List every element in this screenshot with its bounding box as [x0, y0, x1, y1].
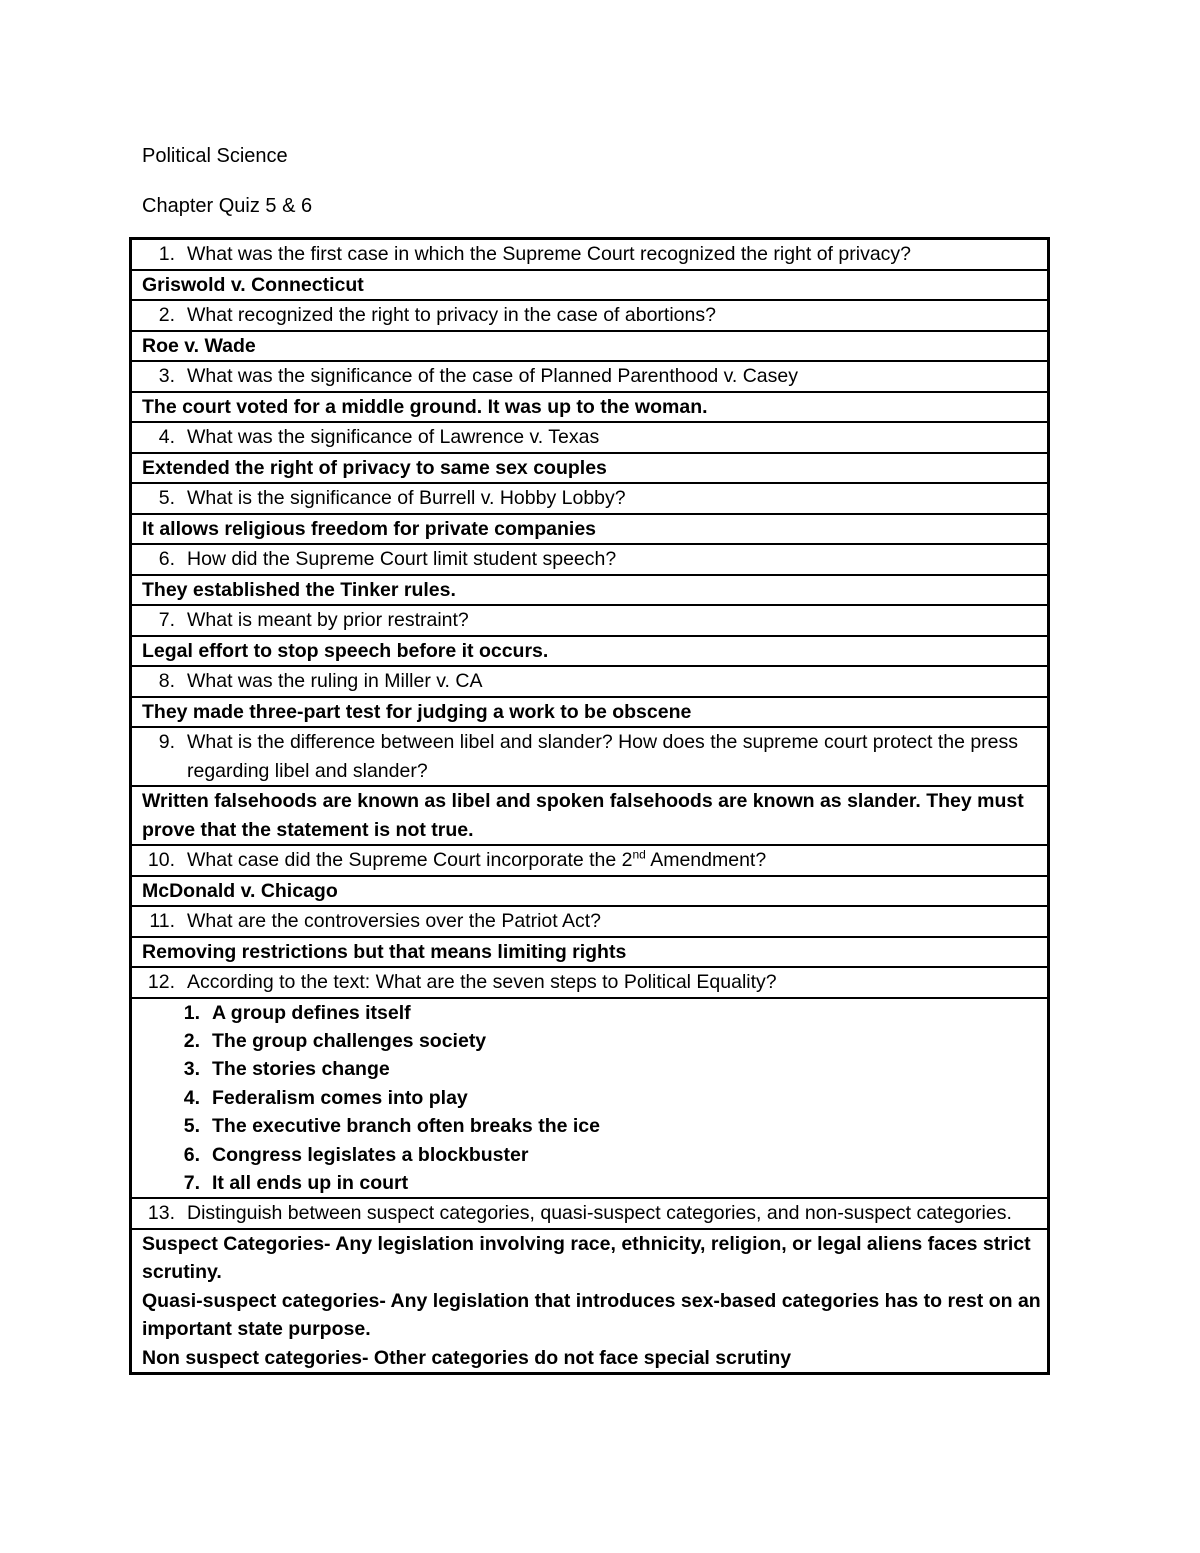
question-number: 11. [149, 910, 175, 932]
step-text: The executive branch often breaks the ice [212, 1115, 600, 1138]
answer-row-11 [131, 937, 1049, 968]
question-number: 7. [158, 609, 175, 631]
question-text: How did the Supreme Court limit student speech? [187, 548, 617, 570]
answer-line: Suspect Categories- Any legislation involving race, ethnicity, religion, or legal aliens faces strict scrutiny. [142, 1232, 1031, 1284]
question-number: 4. [158, 426, 175, 448]
step-item [142, 1027, 1041, 1055]
answer-text: They made three-part test for judging a work to be obscene [131, 697, 1049, 728]
answer-line: Non suspect categories- Other categories do not face special scrutiny [142, 1346, 792, 1369]
answer-row-6 [131, 575, 1049, 606]
question-number: 13. [147, 1202, 175, 1225]
step-item [142, 1141, 1041, 1169]
answer-line: Quasi-suspect categories- Any legislation that introduces sex-based categories has to rest on an important state purpose. [142, 1289, 1041, 1341]
question-text: Distinguish between suspect categories, quasi-suspect categories, and non-suspect categories. [187, 1202, 1012, 1225]
question-row-7 [131, 605, 1049, 636]
question-row-9 [131, 727, 1049, 786]
step-number: 2. [183, 1029, 200, 1052]
question-row-10 [131, 845, 1049, 876]
step-number: 6. [183, 1143, 200, 1166]
answer-cell [131, 1229, 1049, 1374]
answer-row-7 [131, 636, 1049, 667]
question-row-4 [131, 422, 1049, 453]
question-text-part: What case did the Supreme Court incorporate the 2 [187, 849, 633, 871]
ordinal-suffix: nd [632, 847, 646, 862]
answer-row-8 [131, 697, 1049, 728]
question-number: 12. [147, 971, 175, 993]
question-text: What are the controversies over the Patriot Act? [187, 910, 602, 932]
answer-row-9 [131, 786, 1049, 845]
question-number: 1. [158, 243, 175, 265]
steps-list [142, 999, 1041, 1198]
step-text: It all ends up in court [212, 1171, 409, 1194]
question-text: What was the significance of the case of Planned Parenthood v. Casey [187, 365, 798, 387]
answer-text: Legal effort to stop speech before it occurs. [131, 636, 1049, 667]
answer-text: They established the Tinker rules. [131, 575, 1049, 606]
question-number: 6. [158, 548, 175, 570]
step-item [142, 1084, 1041, 1112]
question-text: What recognized the right to privacy in the case of abortions? [187, 304, 716, 326]
answer-text: Griswold v. Connecticut [131, 270, 1049, 301]
answer-text: Removing restrictions but that means limiting rights [131, 937, 1049, 968]
question-text: According to the text: What are the seven steps to Political Equality? [187, 971, 777, 993]
step-number: 1. [183, 1001, 200, 1024]
answer-text: The court voted for a middle ground. It was up to the woman. [131, 392, 1049, 423]
step-number: 5. [183, 1115, 200, 1138]
step-text: The group challenges society [212, 1029, 487, 1052]
question-row-12 [131, 967, 1049, 998]
step-item [142, 999, 1041, 1027]
question-text: What was the ruling in Miller v. CA [187, 670, 483, 692]
step-text: Congress legislates a blockbuster [212, 1143, 529, 1166]
question-text: What is the significance of Burrell v. Hobby Lobby? [187, 487, 626, 509]
answer-row-1 [131, 270, 1049, 301]
answer-row-13 [131, 1229, 1049, 1374]
answer-row-3 [131, 392, 1049, 423]
question-number: 5. [158, 487, 175, 509]
answer-row-10 [131, 876, 1049, 907]
question-number: 2. [158, 304, 175, 326]
question-number: 9. [158, 731, 175, 753]
question-text: What was the first case in which the Supreme Court recognized the right of privacy? [187, 243, 912, 265]
answer-row-5 [131, 514, 1049, 545]
question-row-13 [131, 1198, 1049, 1229]
step-item [142, 1112, 1041, 1140]
question-number: 3. [158, 365, 175, 387]
answer-row-4 [131, 453, 1049, 484]
page-subtitle: Chapter Quiz 5 & 6 [142, 195, 313, 217]
question-text: What is the difference between libel and slander? How does the supreme court protect the press regarding libel and slander? [187, 731, 1019, 782]
question-number: 8. [158, 670, 175, 692]
question-row-1 [131, 239, 1049, 270]
question-row-6 [131, 544, 1049, 575]
question-row-3 [131, 361, 1049, 392]
page-title: Political Science [142, 145, 288, 167]
quiz-table [129, 237, 1050, 1375]
answer-text: Extended the right of privacy to same sex couples [131, 453, 1049, 484]
answer-text: Roe v. Wade [131, 331, 1049, 362]
step-text: Federalism comes into play [212, 1086, 468, 1109]
question-row-8 [131, 666, 1049, 697]
question-text-part: Amendment? [645, 849, 767, 871]
steps-cell [131, 998, 1049, 1199]
step-text: A group defines itself [212, 1001, 411, 1024]
question-text: What is meant by prior restraint? [187, 609, 469, 631]
question-row-11 [131, 906, 1049, 937]
question-row-2 [131, 300, 1049, 331]
answer-text: Written falsehoods are known as libel and spoken falsehoods are known as slander. They must prove that the statement is not true. [131, 786, 1049, 845]
step-number: 4. [183, 1086, 200, 1109]
step-item [142, 1055, 1041, 1083]
answer-row-12 [131, 998, 1049, 1199]
step-number: 7. [183, 1171, 200, 1194]
step-text: The stories change [212, 1058, 390, 1081]
answer-text: It allows religious freedom for private companies [131, 514, 1049, 545]
step-number: 3. [183, 1058, 200, 1081]
question-row-5 [131, 483, 1049, 514]
question-text [187, 846, 1041, 875]
question-number: 10. [147, 849, 175, 871]
question-text: What was the significance of Lawrence v. Texas [187, 426, 600, 448]
step-item [142, 1169, 1041, 1197]
answer-text: McDonald v. Chicago [131, 876, 1049, 907]
answer-row-2 [131, 331, 1049, 362]
